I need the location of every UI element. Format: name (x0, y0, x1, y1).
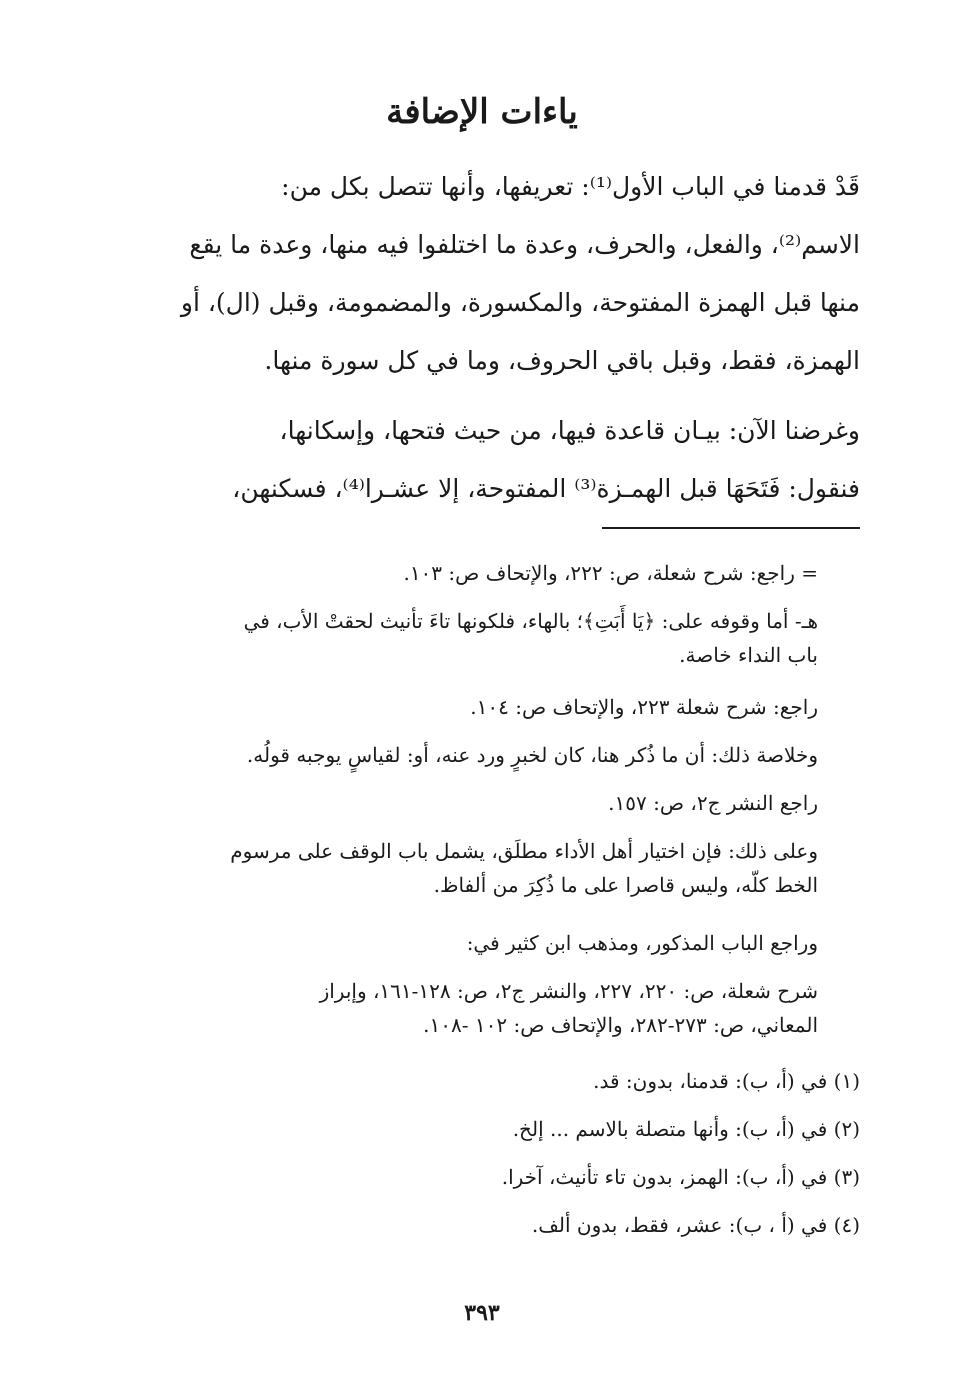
footnote: (٢) في (أ، ب): وأنها متصلة بالاسم ... إلخ. (512, 1117, 860, 1141)
body-line: وغرضنا الآن: بيـان قاعدة فيها، من حيث فتحها، وإسكانها، (279, 416, 860, 445)
continued-note: وعلى ذلك: فإن اختيار أهل الأداء مطلَق، يشمل باب الوقف على مرسوم الخط كلّه، وليس قاصرا على ما ذُكِرَ من ألفاظ. (230, 839, 818, 897)
continued-note: = راجع: شرح شعلة، ص: ٢٢٢، والإتحاف ص: ١٠٣. (403, 561, 818, 585)
continued-note: راجع النشر ج٢، ص: ١٥٧. (608, 791, 818, 815)
footnote-separator (602, 527, 860, 529)
continued-note: راجع: شرح شعلة ٢٢٣، والإتحاف ص: ١٠٤. (470, 695, 818, 719)
footnote: (١) في (أ، ب): قدمنا، بدون: قد. (593, 1069, 860, 1093)
body-line: فنقول: فَتَحَهَا قبل الهمـزة⁽³⁾ المفتوحة، إلا عشـرا⁽⁴⁾، فسكنهن، (232, 474, 860, 503)
body-line: قَدْ قدمنا في الباب الأول⁽¹⁾: تعريفها، وأنها تتصل بكل من: (281, 172, 860, 201)
page-title: ياءات الإضافة (386, 92, 578, 132)
body-line: الهمزة، فقط، وقبل باقي الحروف، وما في كل سورة منها. (264, 346, 860, 375)
body-line: منها قبل الهمزة المفتوحة، والمكسورة، والمضمومة، وقبل (ال)، أو (180, 288, 860, 317)
continued-note: وخلاصة ذلك: أن ما ذُكر هنا، كان لخبرٍ ورد عنه، أو: لقياسٍ يوجبه قولُه. (246, 743, 818, 767)
continued-note: هـ- أما وقوفه على: ﴿يَا أَبَتِ﴾؛ بالهاء، فلكونها تاءَ تأنيث لحقتْ الأب، في باب النداء خاصة. (243, 609, 818, 667)
page-number: ٣٩٣ (464, 1300, 500, 1326)
footnote: (٣) في (أ، ب): الهمز، بدون تاء تأنيث، آخرا. (501, 1165, 860, 1189)
body-line: الاسم⁽²⁾، والفعل، والحرف، وعدة ما اختلفوا فيه منها، وعدة ما يقع (189, 230, 860, 259)
continued-note: وراجع الباب المذكور، ومذهب ابن كثير في: (466, 931, 818, 955)
footnote: (٤) في (أ ، ب): عشر، فقط، بدون ألف. (531, 1213, 860, 1237)
continued-note: شرح شعلة، ص: ٢٢٠، ٢٢٧، والنشر ج٢، ص: ١٢٨-١٦١، وإبراز المعاني، ص: ٢٧٣-٢٨٢، والإتحاف ص: ١٠٢ -١٠٨. (319, 979, 818, 1037)
